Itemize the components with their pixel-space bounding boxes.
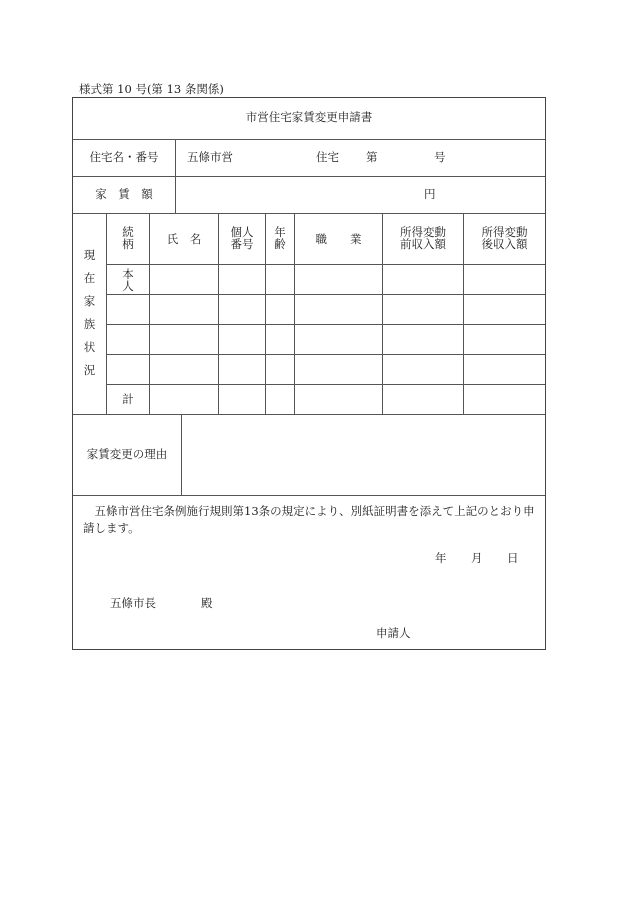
- header-occupation: 職 業: [315, 232, 362, 246]
- family-side-label: 現 在 家 族 状 況: [83, 248, 96, 377]
- application-form: [72, 97, 546, 650]
- application-statement: 五條市営住宅条例施行規則第13条の規定により、別紙証明書を添えて上記のとおり申請します。: [83, 504, 535, 535]
- header-income-after: 所得変動 後収入額: [481, 225, 528, 251]
- row-total-label: 計: [122, 392, 134, 406]
- reason-label: 家賃変更の理由: [86, 447, 168, 461]
- form-number: 様式第 10 号(第 13 条関係): [79, 82, 224, 96]
- row-self-label: 本 人: [122, 267, 134, 293]
- rule-rent-bottom: [73, 213, 545, 214]
- housing-label: 住宅名・番号: [89, 150, 159, 164]
- rule-label-divider: [175, 139, 176, 213]
- rule-family-row-3: [106, 354, 545, 355]
- header-personal-no: 個人 番号: [230, 225, 254, 251]
- rule-family-row-2: [106, 324, 545, 325]
- form-title: 市営住宅家賃変更申請書: [245, 110, 373, 124]
- date-year: 年: [435, 551, 447, 565]
- addressee-honorific: 殿: [201, 596, 213, 610]
- rule-family-bottom: [73, 414, 545, 415]
- rule-reason-divider: [181, 414, 182, 495]
- header-name: 氏 名: [166, 232, 202, 246]
- header-age: 年 齢: [274, 225, 286, 251]
- addressee-mayor: 五條市長: [110, 596, 156, 610]
- header-relation: 続 柄: [122, 225, 134, 251]
- rule-family-row-4: [106, 384, 545, 385]
- header-income-before: 所得変動 前収入額: [400, 225, 446, 251]
- housing-dai: 第: [366, 150, 378, 164]
- housing-jutaku: 住宅: [316, 150, 339, 164]
- rule-family-header-bottom: [106, 264, 545, 265]
- rule-title-bottom: [73, 139, 545, 140]
- applicant-label: 申請人: [376, 626, 411, 640]
- housing-go: 号: [434, 150, 446, 164]
- rule-housing-bottom: [73, 176, 545, 177]
- date-day: 日: [507, 551, 519, 565]
- date-month: 月: [471, 551, 483, 565]
- rule-reason-bottom: [73, 495, 545, 496]
- housing-city: 五條市営: [187, 150, 233, 164]
- rent-label: 家 賃 額: [95, 187, 153, 201]
- rent-unit: 円: [424, 187, 436, 201]
- rule-family-row-1: [106, 294, 545, 295]
